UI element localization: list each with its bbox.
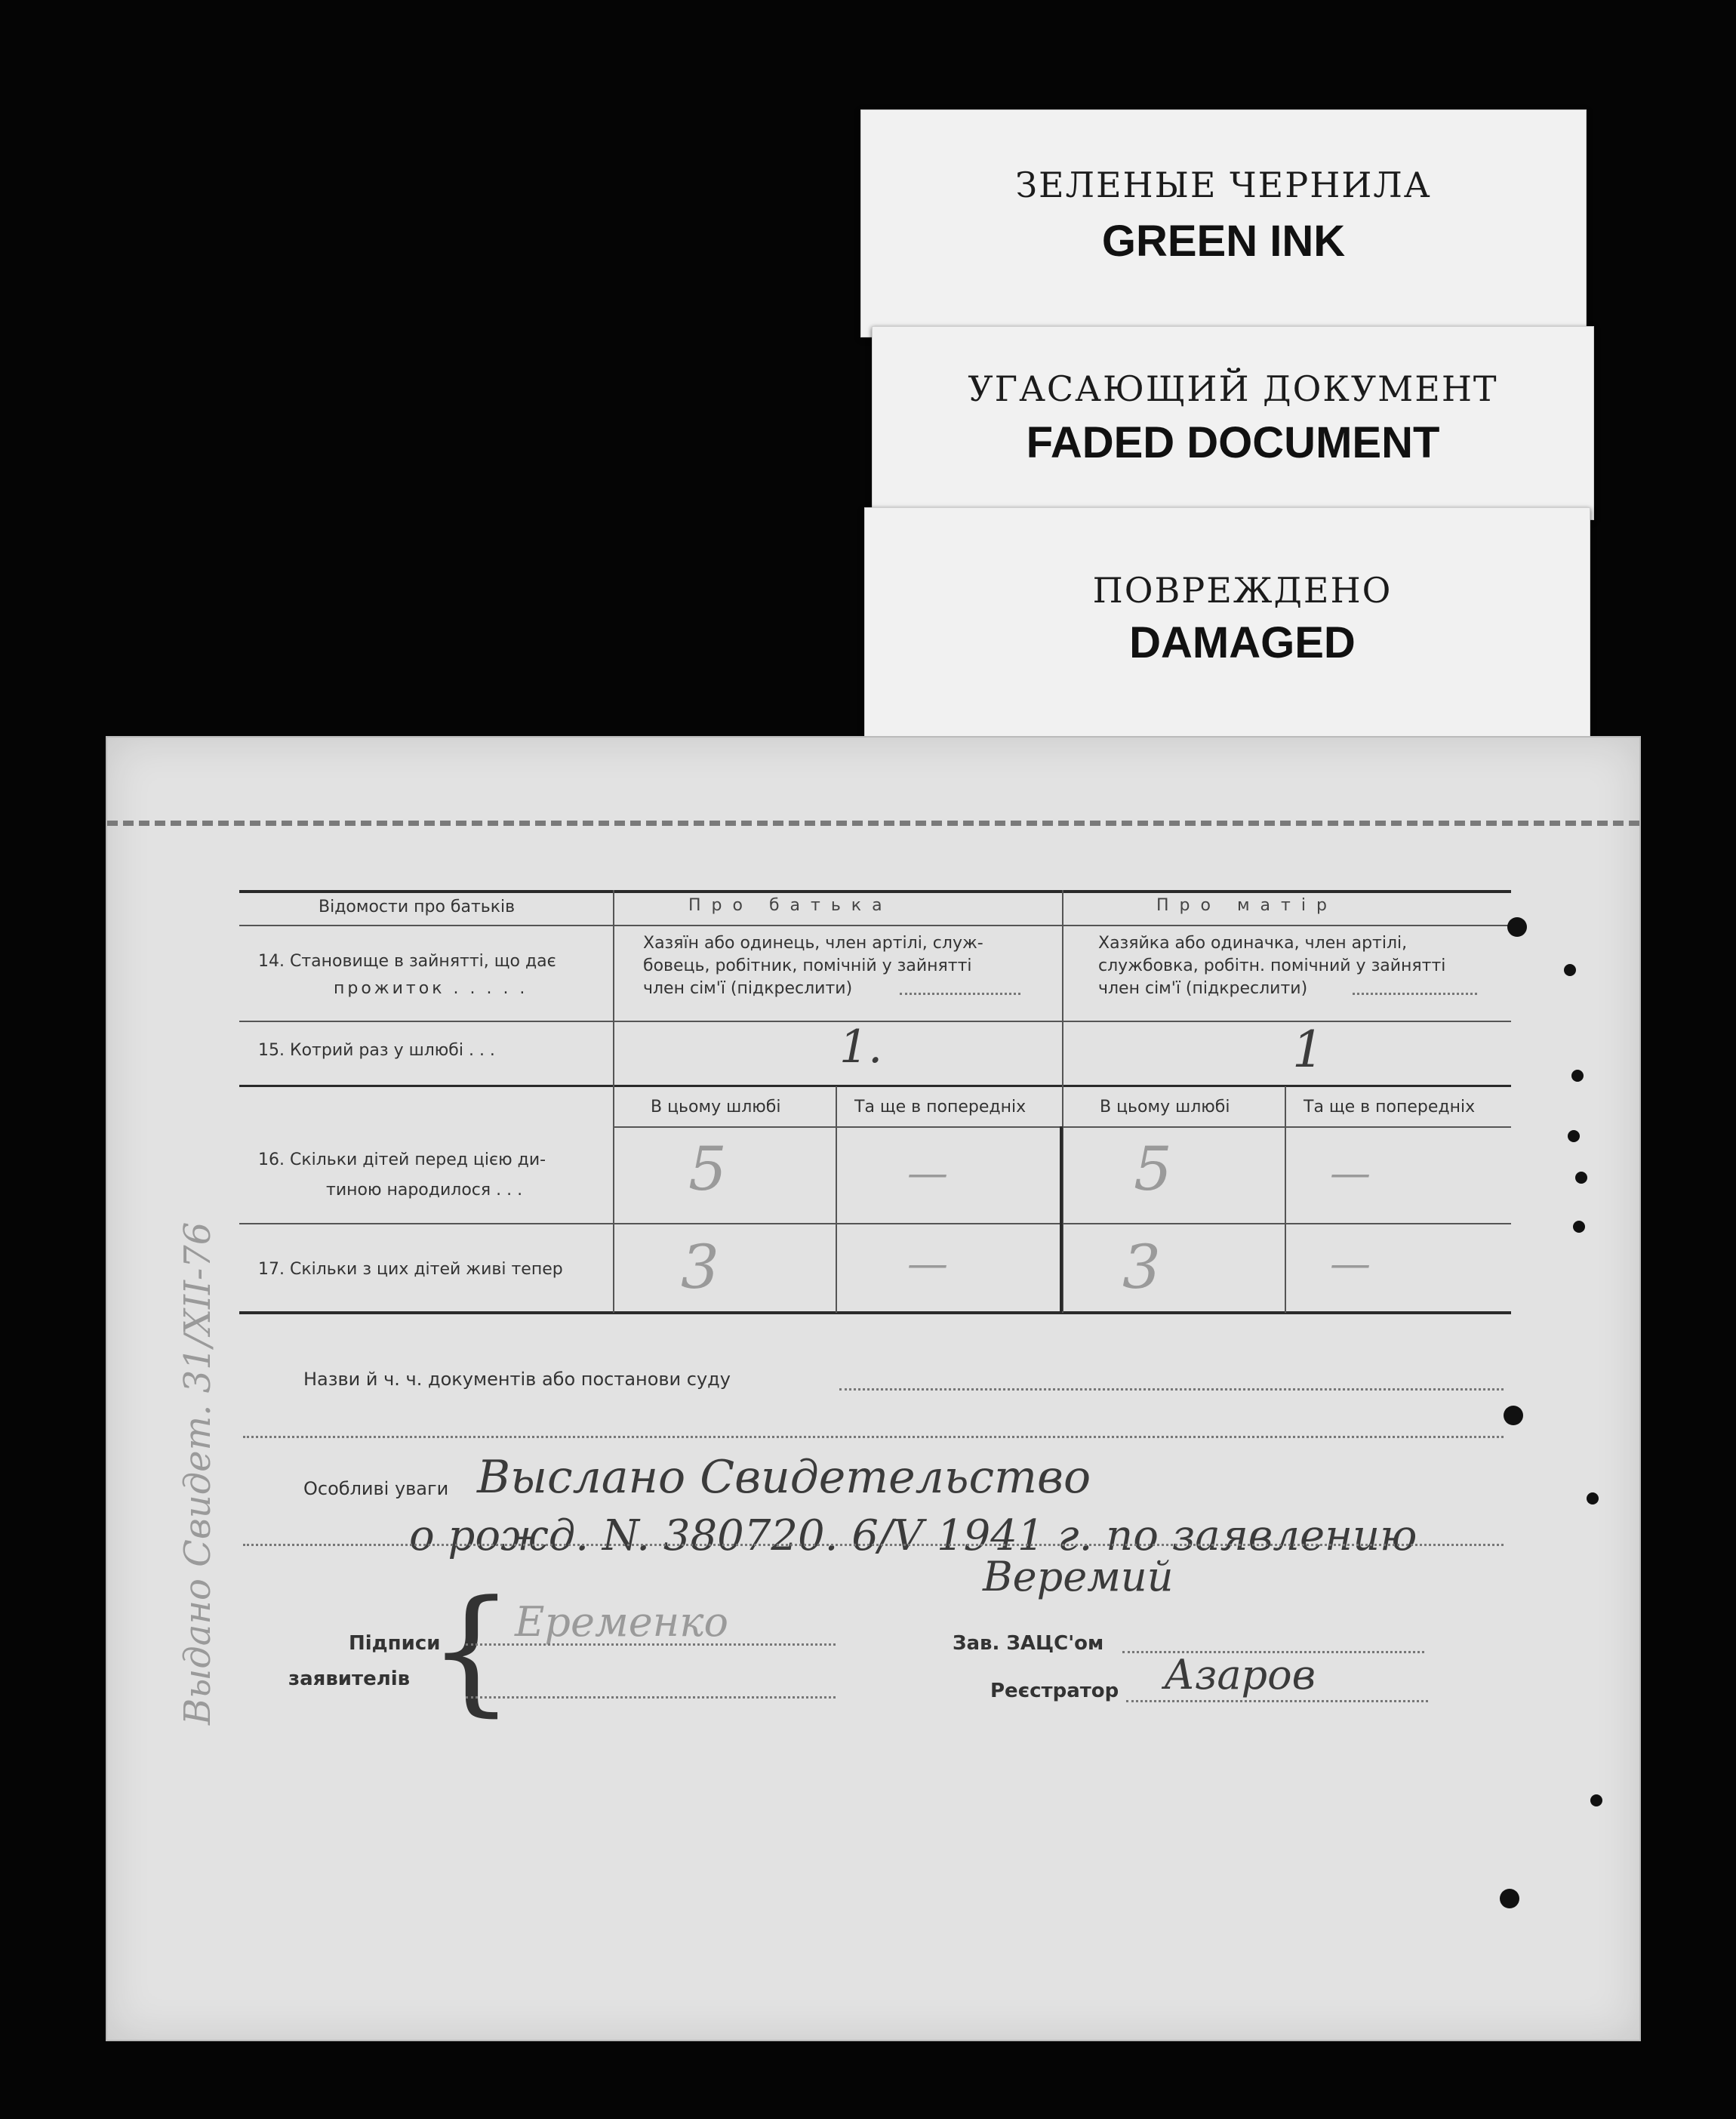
subheader-previous-mother: Та ще в попередніх <box>1304 1098 1476 1116</box>
documents-dots-line2 <box>243 1436 1504 1438</box>
row15-mother-value: 1 <box>1292 1021 1324 1079</box>
registrar-signature: Азаров <box>1164 1651 1316 1699</box>
card-ru-text: ПОВРЕЖДЕНО <box>1092 570 1393 611</box>
row14-father-dots <box>900 993 1020 995</box>
row16-label-cont: тиною народилося . . . <box>326 1181 523 1200</box>
row14-father-line: член сім'ї (підкреслити) <box>643 979 853 998</box>
punch-hole <box>1573 1221 1585 1233</box>
notes-label: Особливі уваги <box>303 1478 449 1499</box>
label-card-damaged <box>864 507 1590 743</box>
margin-note: Выдано Свидет. 31/XII-76 <box>177 1221 219 1725</box>
row16-father-this: 5 <box>688 1134 727 1204</box>
table-rule <box>239 1223 1511 1224</box>
row14-label: 14. Становище в зайнятті, що дає <box>258 952 556 971</box>
punch-hole <box>1504 1406 1523 1425</box>
row14-mother-line: службовка, робітн. помічний у зайнятті <box>1098 956 1446 975</box>
row17-mother-this: 3 <box>1122 1232 1161 1302</box>
card-en-text: DAMAGED <box>1129 618 1356 667</box>
notes-handwritten-line2: о рожд. N. 380720. 6/V 1941 г. по заявлению <box>409 1511 1417 1560</box>
card-en-text: GREEN INK <box>1101 217 1346 266</box>
table-col-rule <box>836 1086 837 1313</box>
punch-hole <box>1587 1492 1599 1505</box>
label-card-faded-document <box>872 326 1594 520</box>
card-en-text: FADED DOCUMENT <box>1026 418 1440 467</box>
row14-mother-line: член сім'ї (підкреслити) <box>1098 979 1308 998</box>
row16-mother-this: 5 <box>1134 1134 1172 1204</box>
perforation-line <box>107 821 1639 826</box>
punch-hole <box>1568 1130 1580 1142</box>
table-col-rule <box>613 890 614 1313</box>
signatures-brace: { <box>428 1572 515 1729</box>
table-rule <box>239 1085 1511 1087</box>
row16-mother-prev: — <box>1330 1149 1371 1197</box>
subheader-this-marriage-mother: В цьому шлюбі <box>1100 1098 1230 1116</box>
row14-father-line: бовець, робітник, помічній у зайнятті <box>643 956 972 975</box>
documents-dots <box>839 1388 1504 1391</box>
applicant-sign-line-2 <box>466 1696 836 1699</box>
table-col-rule <box>1060 1126 1063 1311</box>
punch-hole <box>1564 964 1576 976</box>
row17-father-this: 3 <box>681 1232 719 1302</box>
row14-father-line: Хазяїн або одинець, член артілі, служ- <box>643 934 983 953</box>
applicant-signature: Еременко <box>515 1598 728 1646</box>
row15-father-value: 1. <box>839 1021 883 1073</box>
document-sheet <box>106 736 1641 2041</box>
registrar-label: Реєстратор <box>990 1680 1119 1702</box>
notes-dots <box>243 1544 1504 1546</box>
card-ru-text: ЗЕЛЕНЫЕ ЧЕРНИЛА <box>1015 165 1432 205</box>
table-rule <box>239 925 1511 926</box>
table-col-rule <box>1285 1086 1286 1313</box>
head-label: Зав. ЗАЦС'ом <box>953 1632 1104 1655</box>
row14-label-cont: прожиток . . . . . <box>334 979 528 998</box>
punch-hole <box>1571 1070 1584 1082</box>
subheader-previous-father: Та ще в попередніх <box>854 1098 1027 1116</box>
punch-hole <box>1590 1794 1602 1806</box>
row16-label: 16. Скільки дітей перед цією ди- <box>258 1150 546 1169</box>
signatures-label-cont: заявителів <box>288 1668 411 1690</box>
punch-hole <box>1500 1889 1519 1908</box>
notes-handwritten-line1: Выслано Свидетельство <box>477 1451 1091 1504</box>
row17-father-prev: — <box>907 1240 948 1287</box>
documents-label: Назви й ч. ч. документів або постанови суду <box>303 1369 731 1390</box>
header-info-about-parents: Відомости про батьків <box>319 898 516 916</box>
row17-mother-prev: — <box>1330 1240 1371 1287</box>
row16-father-prev: — <box>907 1149 948 1197</box>
header-mother: Про матір <box>1156 896 1337 915</box>
punch-hole <box>1507 917 1527 937</box>
registrar-sign-line <box>1126 1700 1428 1702</box>
row14-mother-dots <box>1353 993 1477 995</box>
header-father: Про батька <box>688 896 893 915</box>
row17-label: 17. Скільки з цих дітей живі тепер <box>258 1260 563 1279</box>
punch-hole <box>1575 1172 1587 1184</box>
card-ru-text: УГАСАЮЩИЙ ДОКУМЕНТ <box>968 368 1498 409</box>
table-top-rule <box>239 890 1511 893</box>
applicant-sign-line <box>466 1643 836 1646</box>
label-card-green-ink <box>860 109 1587 337</box>
head-signature: Веремий <box>983 1553 1174 1600</box>
signatures-label: Підписи <box>349 1632 441 1655</box>
row14-mother-line: Хазяйка або одиначка, член артілі, <box>1098 934 1408 953</box>
subheader-this-marriage-father: В цьому шлюбі <box>651 1098 781 1116</box>
row15-label: 15. Котрий раз у шлюбі . . . <box>258 1041 495 1060</box>
table-bottom-rule <box>239 1311 1511 1314</box>
